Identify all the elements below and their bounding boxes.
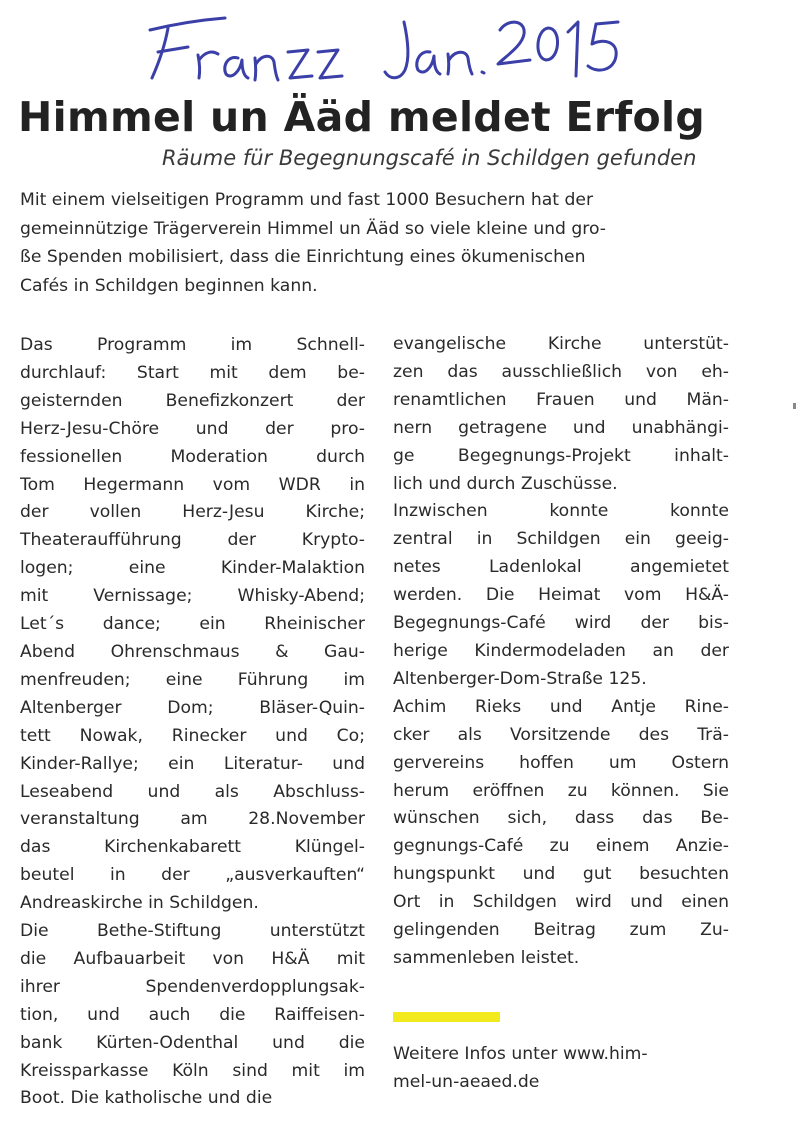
column-line: tett Nowak, Rinecker und Co; [20, 725, 365, 746]
column-line: Altenberger Dom; Bläser-Quin- [20, 697, 365, 718]
column-line: hungspunkt und gut besuchten [393, 864, 729, 885]
column-line: beutel in der „ausverkauften“ [20, 865, 365, 886]
column-line: durchlauf: Start mit dem be- [20, 362, 365, 383]
column-line: Begegnungs-Café wird der bis- [393, 613, 729, 634]
article-subheadline: Räume für Begegnungscafé in Schildgen gefunden [162, 146, 697, 170]
footer-line: Weitere Infos unter www.him- [393, 1044, 648, 1064]
footer-line: mel-un-aeaed.de [393, 1072, 540, 1092]
column-line: veranstaltung am 28.November [20, 809, 365, 830]
column-line: bank Kürten-Odenthal und die [20, 1032, 365, 1053]
column-line: Das Programm im Schnell- [20, 335, 365, 355]
column-line: Theateraufführung der Krypto- [20, 530, 365, 551]
column-line: Boot. Die katholische und die [20, 1088, 273, 1109]
column-line: gervereins hoffen um Ostern [393, 752, 729, 773]
column-line: Achim Rieks und Antje Rine- [393, 696, 729, 717]
article-lead-paragraph [20, 186, 725, 300]
handwritten-signature-franzz-jan-2015 [0, 0, 800, 95]
column-line: cker als Vorsitzende des Trä- [393, 724, 729, 745]
column-line: Let´s dance; ein Rheinischer [20, 614, 365, 635]
column-line: Kreissparkasse Köln sind mit im [20, 1060, 365, 1081]
column-line: netes Ladenlokal angemietet [393, 557, 729, 578]
accent-bar [393, 1012, 500, 1022]
column-line: logen; eine Kinder-Malaktion [20, 558, 365, 579]
column-line: tion, und auch die Raiffeisen- [20, 1004, 365, 1025]
column-line: Leseabend und als Abschluss- [20, 781, 365, 802]
column-line: sammenleben leistet. [393, 947, 580, 968]
column-line: renamtlichen Frauen und Män- [393, 389, 729, 410]
column-line: nern getragene und unabhängi- [393, 417, 729, 438]
column-line: Ort in Schildgen wird und einen [393, 892, 729, 913]
column-line: geisternden Benefizkonzert der [20, 390, 365, 411]
column-line: ihrer Spendenverdopplungsak- [20, 976, 365, 997]
column-line: werden. Die Heimat vom H&Ä- [393, 585, 729, 606]
column-line: evangelische Kirche unterstüt- [393, 334, 729, 354]
article-headline: Himmel un Ääd meldet Erfolg [18, 93, 705, 141]
column-line: das Kirchenkabarett Klüngel- [20, 837, 365, 858]
article-right-column [393, 331, 729, 973]
lead-line: ße Spenden mobilisiert, dass die Einrichtung eines ökumenischen [20, 247, 586, 267]
column-line: Inzwischen konnte konnte [393, 501, 729, 522]
lead-line: Cafés in Schildgen beginnen kann. [20, 275, 318, 296]
column-line: mit Vernissage; Whisky-Abend; [20, 586, 365, 607]
lead-line: gemeinnützige Trägerverein Himmel un Ääd so viele kleine und gro- [20, 218, 606, 239]
article-footer-info [393, 1040, 733, 1096]
column-line: zen das ausschließlich von eh- [393, 361, 729, 382]
column-line: der vollen Herz-Jesu Kirche; [20, 502, 365, 523]
column-line: wünschen sich, dass das Be- [393, 808, 729, 829]
column-line: Kinder-Rallye; ein Literatur- und [20, 753, 365, 774]
handwritten-note [0, 0, 800, 95]
column-line: zentral in Schildgen ein geeig- [393, 529, 729, 550]
scan-mark [793, 403, 796, 409]
column-line: die Aufbauarbeit von H&Ä mit [20, 948, 365, 969]
column-line: menfreuden; eine Führung im [20, 669, 365, 690]
column-line: lich und durch Zuschüsse. [393, 473, 618, 494]
column-line: gegnungs-Café zu einem Anzie- [393, 836, 729, 857]
column-line: Abend Ohrenschmaus & Gau- [20, 641, 365, 662]
column-line: Herz-Jesu-Chöre und der pro- [20, 418, 365, 439]
column-line: fessionellen Moderation durch [20, 446, 365, 467]
lead-line: Mit einem vielseitigen Programm und fast 1000 Besuchern hat der [20, 190, 594, 210]
column-line: herige Kindermodeladen an der [393, 640, 729, 661]
column-line: Die Bethe-Stiftung unterstützt [20, 921, 365, 942]
column-line: Altenberger-Dom-Straße 125. [393, 668, 647, 689]
column-line: gelingenden Beitrag zum Zu- [393, 920, 729, 941]
article-left-column [20, 332, 365, 1113]
column-line: herum eröffnen zu können. Sie [393, 780, 729, 801]
column-line: ge Begegnungs-Projekt inhalt- [393, 445, 729, 466]
column-line: Tom Hegermann vom WDR in [20, 474, 365, 495]
column-line: Andreaskirche in Schildgen. [20, 893, 259, 914]
